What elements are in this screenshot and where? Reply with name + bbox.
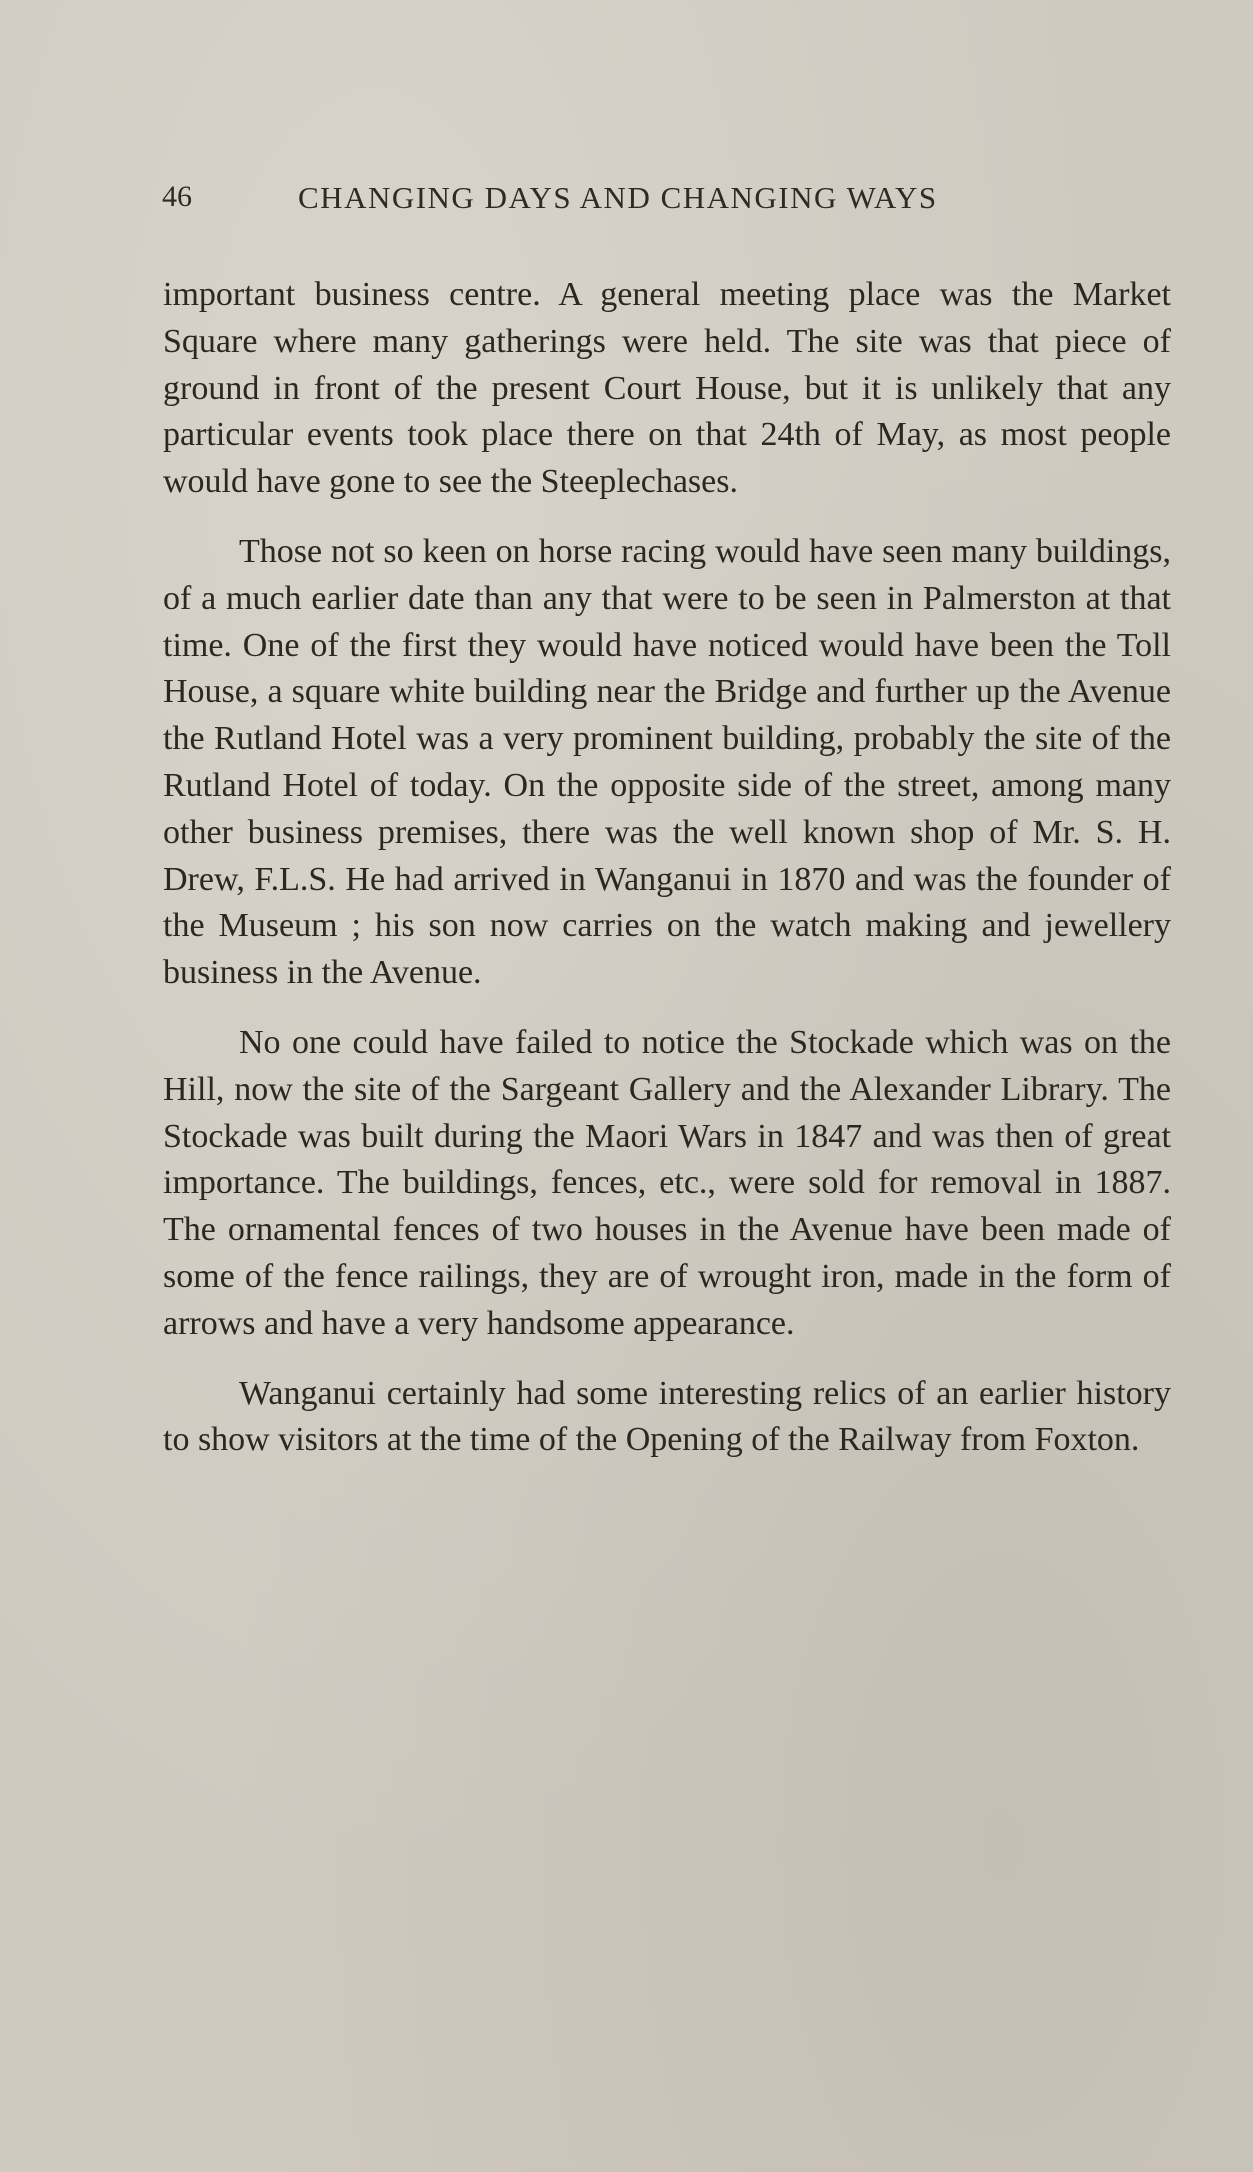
paragraph-1: important business centre. A general meeting place was the Market Square where many gatherings were held. The site was that piece of ground in front of the present Court House, but it is unlikely that any particular events took place there on that 24th of May, as most people would have gone to see the Steeplechases.: [163, 276, 1171, 501]
paragraph-4: Wanganui certainly had some interesting relics of an earlier history to show visitors at the time of the Opening of the Railway from Foxton.: [163, 1374, 1171, 1459]
page-number: 46: [162, 180, 192, 213]
running-title: CHANGING DAYS AND CHANGING WAYS: [298, 180, 938, 215]
body-text: [163, 272, 1171, 1487]
paragraph-2: Those not so keen on horse racing would have seen many buildings, of a much earlier date than any that were to be seen in Palmerston at that time. One of the first they would have noticed would have been the Toll House, a square white building near the Bridge and further up the Avenue the Rutland Hotel was a very prominent building, probably the site of the Rutland Hotel of today. On the opposite side of the street, among many other business premises, there was the well known shop of Mr. S. H. Drew, F.L.S. He had arrived in Wanganui in 1870 and was the founder of the Museum ; his son now carries on the watch making and jewellery business in the Avenue.: [163, 532, 1171, 992]
paragraph-3: No one could have failed to notice the Stockade which was on the Hill, now the site of the Sargeant Gallery and the Alexander Library. The Stockade was built during the Maori Wars in 1847 and was then of great importance. The buildings, fences, etc., were sold for removal in 1887. The ornamental fences of two houses in the Avenue have been made of some of the fence railings, they are of wrought iron, made in the form of arrows and have a very handsome appearance.: [163, 1023, 1171, 1342]
running-head: [162, 180, 1042, 224]
